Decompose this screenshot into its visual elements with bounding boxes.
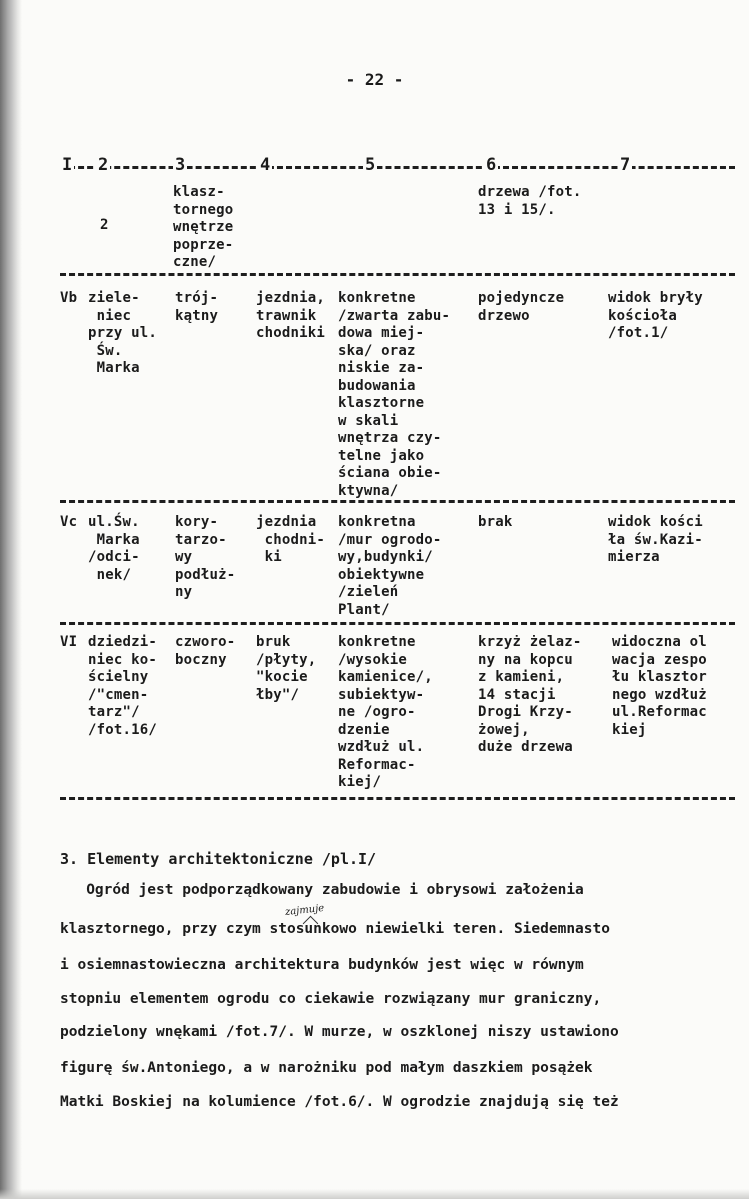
scan-bottom-shadow (0, 1189, 749, 1199)
table-header-divider (60, 166, 735, 169)
row-divider (60, 622, 735, 625)
scan-edge-shadow (0, 0, 22, 1199)
table-cell: drzewa /fot. 13 i 15/. (478, 184, 582, 218)
table-cell: dziedzi- niec ko- ścielny /"cmen- tarz"/ /fot.16/ (88, 634, 158, 738)
table-cell: krzyż żelaz- ny na kopcu z kamieni, 14 stacji Drogi Krzy- żowej, duże drzewa (478, 634, 582, 755)
page-number: - 22 - (345, 70, 404, 89)
table-cell: pojedyncze drzewo (478, 290, 565, 324)
table-cell: widok bryły kościoła /fot.1/ (608, 290, 703, 341)
table-cell: ziele- niec przy ul. Św. Marka (88, 290, 158, 376)
table-cell: trój- kątny (175, 290, 219, 324)
table-cell: 2 (100, 217, 109, 233)
table-cell: Vb (60, 290, 78, 306)
paragraph-line: stopniu elementem ogrodu co ciekawie rozwiązany mur graniczny, (60, 991, 602, 1007)
column-number: 3 (175, 155, 186, 175)
table-cell: VI (60, 634, 78, 650)
table-cell: konkretne /wysokie kamienice/, subiektyw- ne /ogro- dzenie wzdłuż ul. Reformac- kiej/ (338, 634, 433, 790)
column-number: 5 (365, 155, 376, 175)
column-number: 7 (620, 155, 631, 175)
handwritten-annotation: zajmuje (284, 902, 325, 919)
table-cell: jezdnia chodni- ki (256, 514, 326, 565)
column-number: 4 (260, 155, 271, 175)
paragraph-line: podzielony wnękami /fot.7/. W murze, w oszklonej niszy ustawiono (60, 1024, 619, 1040)
table-cell: czworo- boczny (175, 634, 236, 668)
table-cell: ul.Św. Marka /odci- nek/ (88, 514, 140, 583)
table-cell: kory- tarzo- wy podłuż- ny (175, 514, 236, 600)
column-number: 6 (486, 155, 497, 175)
paragraph-line: Ogród jest podporządkowany zabudowie i obrysowi założenia (60, 882, 584, 898)
table-cell: brak (478, 514, 513, 530)
paragraph-line: figurę św.Antoniego, a w narożniku pod małym daszkiem posążek (60, 1060, 593, 1076)
section-heading: 3. Elementy architektoniczne /pl.I/ (60, 850, 377, 868)
table-cell: jezdnia, trawnik chodniki (256, 290, 326, 341)
table-cell: klasz- tornego wnętrze poprze- czne/ (173, 184, 234, 270)
column-number: I (62, 155, 73, 175)
row-divider (60, 500, 735, 503)
table-bottom-divider (60, 797, 735, 800)
paragraph-line: Matki Boskiej na kolumience /fot.6/. W ogrodzie znajdują się też (60, 1094, 619, 1110)
table-cell: widoczna ol wacja zespo łu klasztor nego wzdłuż ul.Reformac kiej (612, 634, 707, 738)
table-cell: widok kości ła św.Kazi- mierza (608, 514, 703, 565)
table-cell: konkretne /zwarta zabu- dowa miej- ska/ oraz niskie za- budowania klasztorne w skali wnętrza czy- telne jako ściana obie- ktywna/ (338, 290, 451, 499)
table-cell: konkretna /mur ogrodo- wy,budynki/ obiektywne /zieleń Plant/ (338, 514, 442, 618)
table-cell: Vc (60, 514, 78, 530)
table-cell: bruk /płyty, "kocie łby"/ (256, 634, 317, 703)
paragraph-line: i osiemnastowieczna architektura budynków jest więc w równym (60, 957, 584, 973)
column-number: 2 (98, 155, 109, 175)
paragraph-line: klasztornego, przy czym stosunkowo niewielki teren. Siedemnasto (60, 921, 610, 937)
row-divider (60, 273, 735, 276)
